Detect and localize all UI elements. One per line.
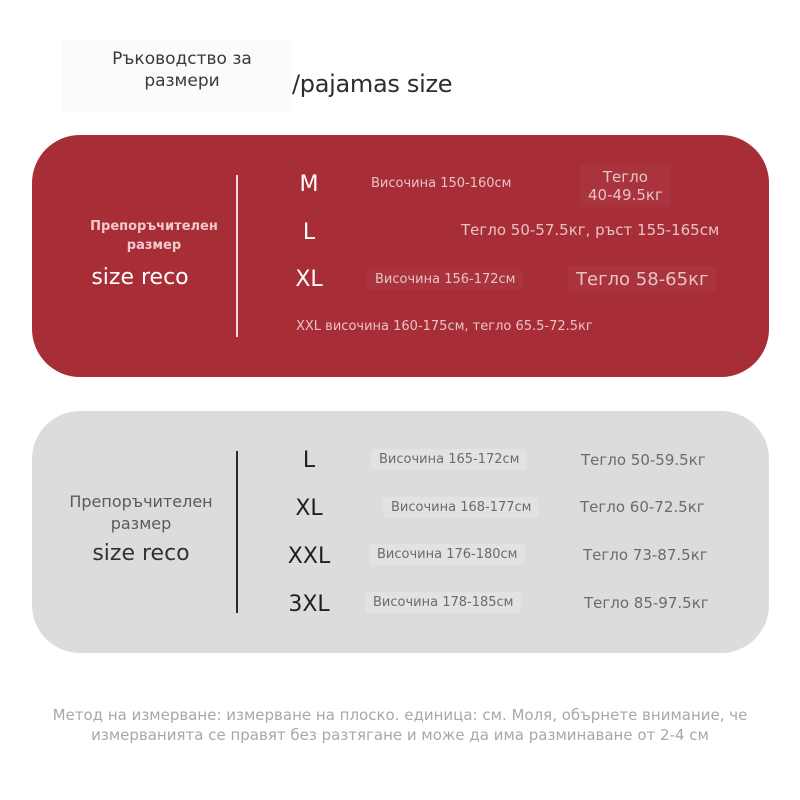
red-row-xxl: XXL височина 160-175см, тегло 65.5-72.5кг (296, 319, 593, 334)
grey-row-xl-weight: Тегло 60-72.5кг (580, 498, 705, 516)
measurement-note-line1: Метод на измерване: измерване на плоско. единица: см. Моля, обърнете внимание, че (52, 706, 748, 724)
measurement-note-line2: измерванията се правят без разтягане и може да има разминаване от 2-4 см (91, 726, 709, 744)
size-l: L (302, 448, 316, 473)
red-row-l-combined: Тегло 50-57.5кг, ръст 155-165см (461, 221, 720, 239)
red-size-reco: size reco (91, 265, 189, 290)
grey-label-line1: Препоръчителен (69, 492, 213, 511)
red-label-line1: Препоръчителен (90, 219, 218, 234)
grey-recommended-label (41, 491, 241, 535)
red-row-m-weight-line1: Тегло (602, 168, 648, 186)
red-size-panel (32, 135, 769, 377)
title-en: /pajamas size (292, 70, 453, 98)
grey-row-l-height: Височина 165-172см (371, 449, 527, 470)
size-3xl: 3XL (288, 592, 330, 617)
red-row-xl-height: Височина 156-172см (367, 269, 523, 290)
grey-divider (236, 451, 238, 613)
size-l: L (302, 220, 316, 245)
title-bg-line2: размери (144, 71, 220, 91)
red-label-line2: размер (126, 238, 182, 253)
size-xxl: XXL (287, 544, 331, 569)
grey-row-3xl-weight: Тегло 85-97.5кг (584, 594, 709, 612)
red-row-m-weight-line2: 40-49.5кг (588, 186, 663, 204)
grey-row-l-weight: Тегло 50-59.5кг (581, 451, 706, 469)
grey-row-xxl-weight: Тегло 73-87.5кг (583, 546, 708, 564)
grey-row-3xl-height: Височина 178-185см (365, 592, 521, 613)
red-recommended-label (54, 217, 254, 255)
size-xl: XL (295, 267, 323, 292)
red-row-m-weight (580, 165, 671, 207)
red-row-xl-weight: Тегло 58-65кг (568, 266, 716, 293)
grey-row-xxl-height: Височина 176-180см (369, 544, 525, 565)
red-divider (236, 175, 238, 337)
grey-size-reco: size reco (92, 541, 190, 566)
size-m: M (299, 172, 319, 197)
grey-label-line2: размер (110, 514, 172, 533)
red-row-m-height: Височина 150-160см (371, 176, 512, 191)
title-bg (112, 48, 252, 92)
grey-row-xl-height: Височина 168-177см (383, 497, 539, 518)
title-bg-line1: Ръководство за (112, 49, 252, 69)
grey-size-panel (32, 411, 769, 653)
size-xl: XL (295, 496, 323, 521)
measurement-note (0, 705, 800, 745)
